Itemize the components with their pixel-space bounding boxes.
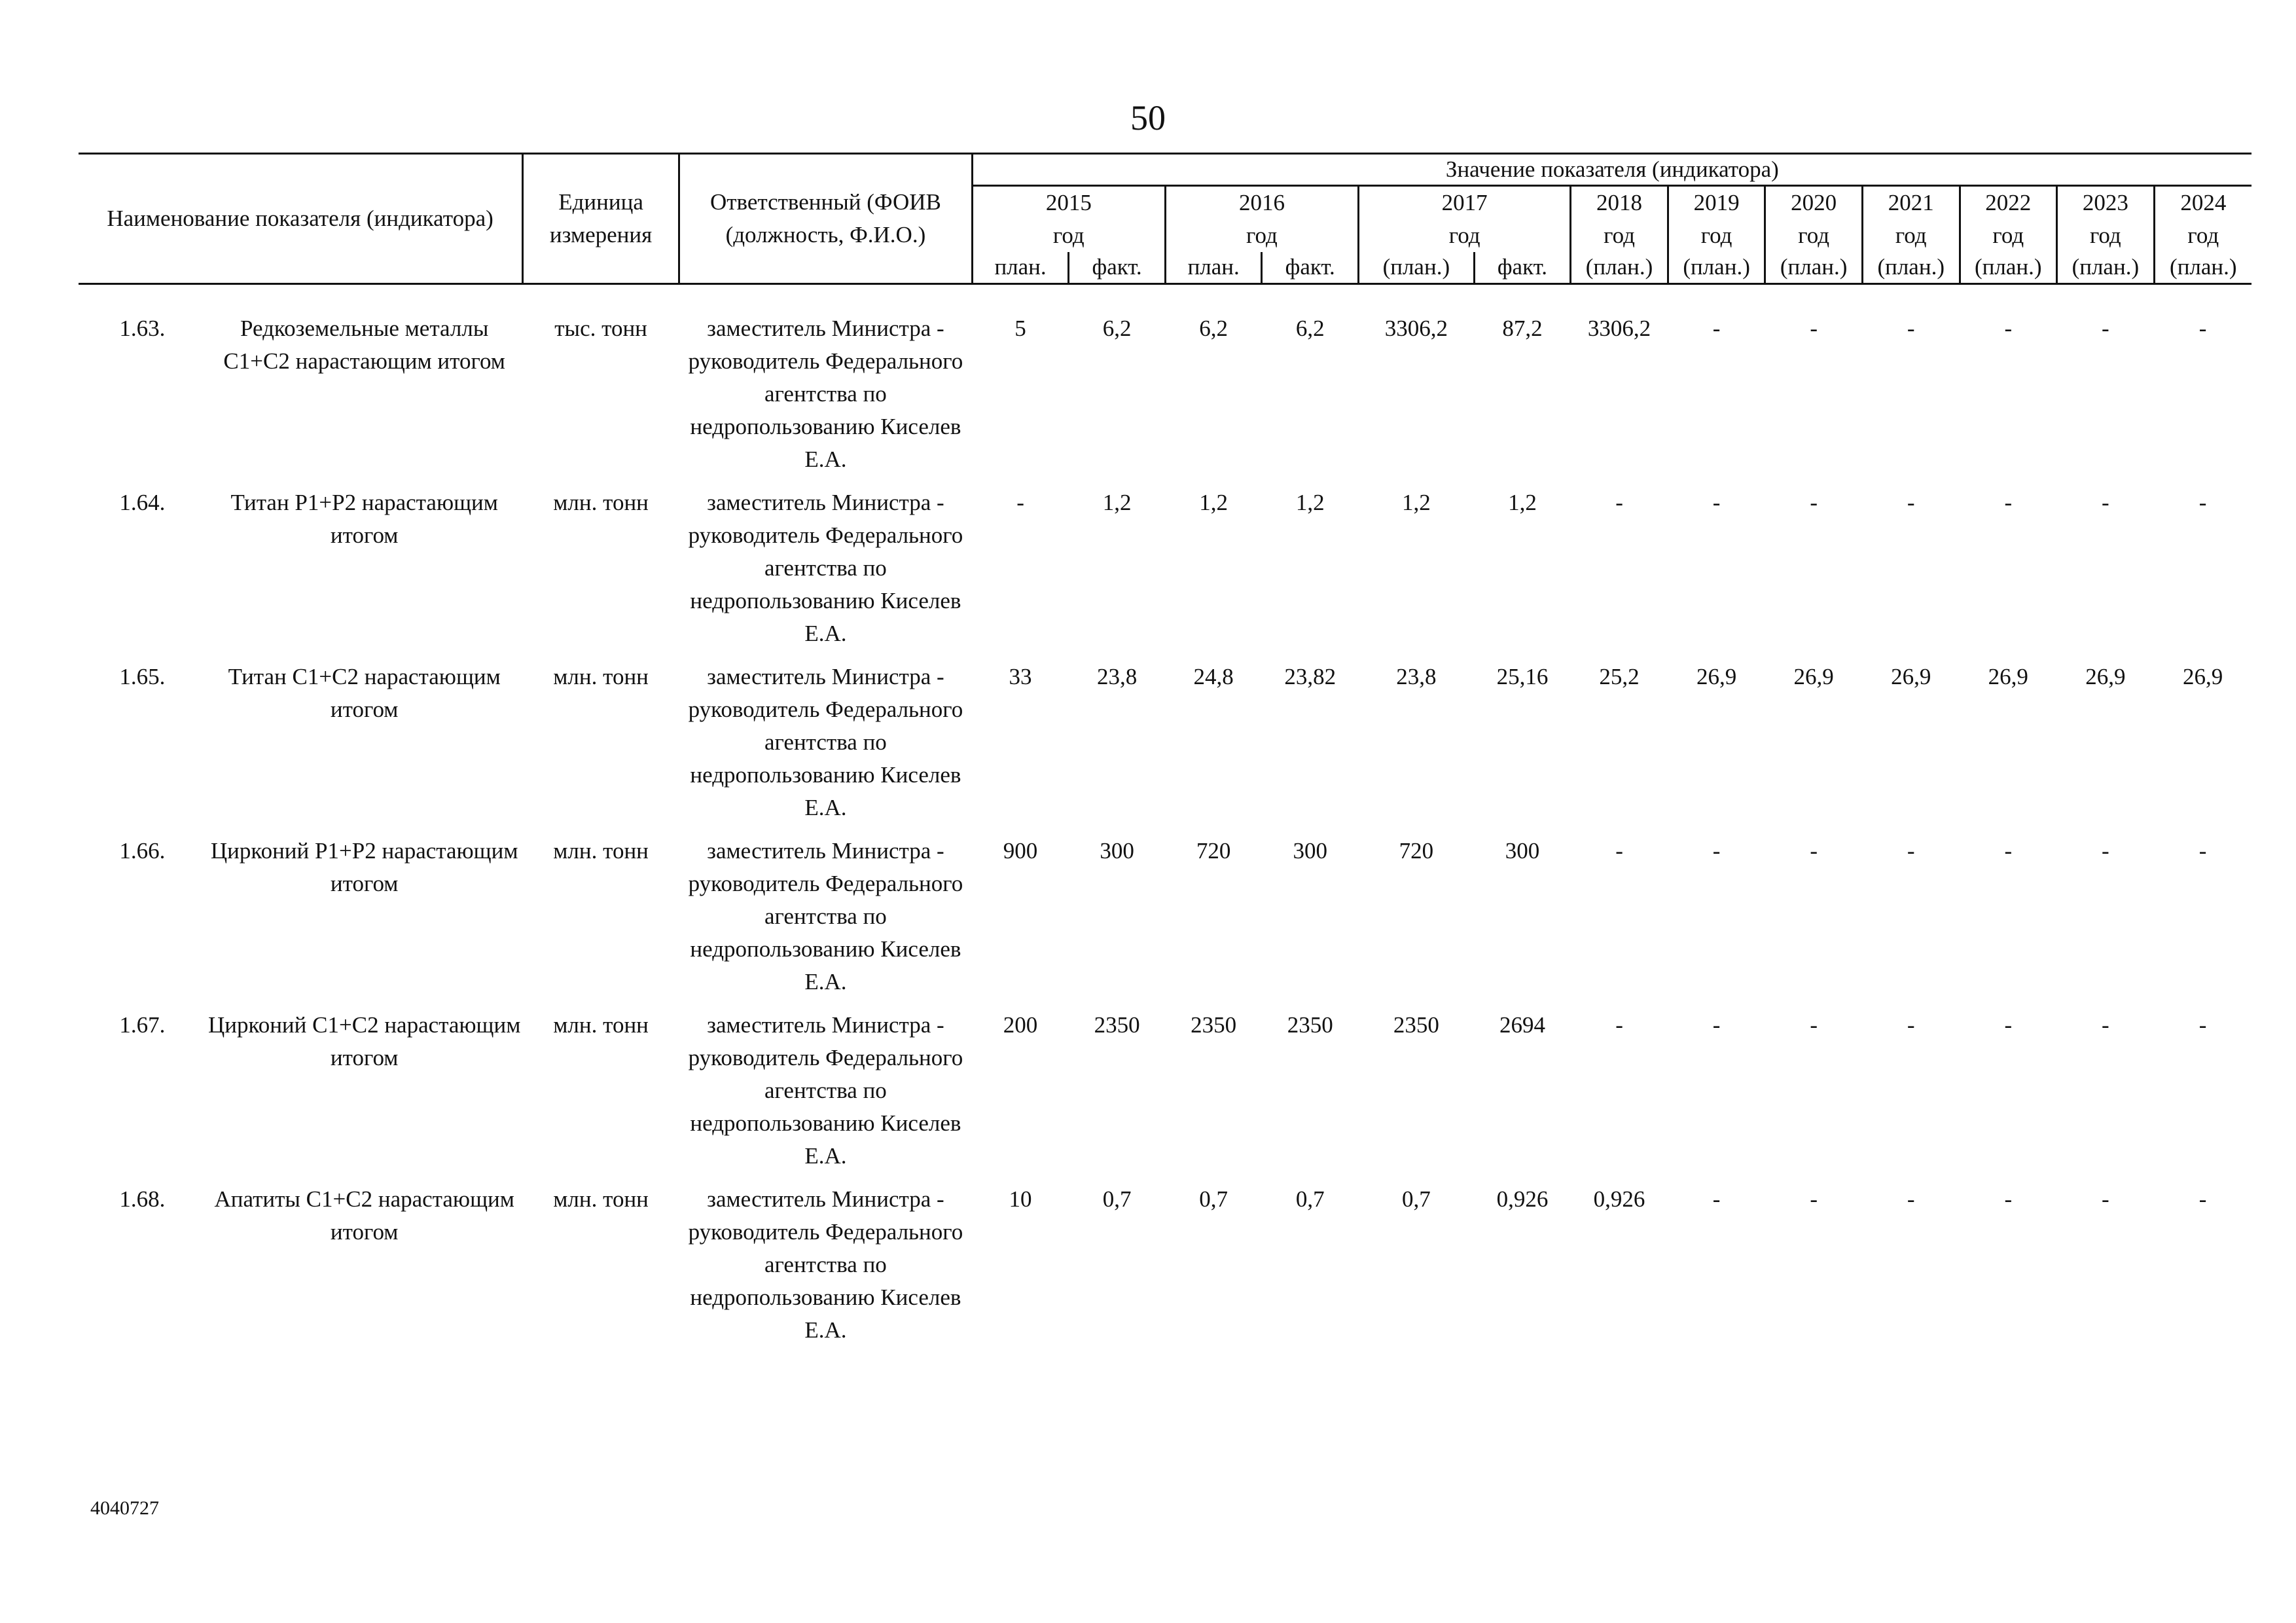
header-subcol: (план.): [1571, 252, 1668, 283]
value-cell: 25,16: [1496, 663, 1549, 689]
value-cell: 2350: [1287, 1012, 1333, 1038]
header-indicator-name: Наименование показателя (индикатора): [79, 154, 523, 284]
header-subcol: (план.): [1960, 252, 2057, 283]
value-cell: -: [2004, 837, 2013, 864]
indicator-name: Апатиты С1+С2 нарастающим итогом: [214, 1186, 514, 1245]
value-cell: -: [1810, 837, 1818, 864]
header-year-label: 2018: [1596, 190, 1643, 215]
value-cell: 1,2: [1401, 489, 1431, 515]
value-cell: 300: [1293, 837, 1327, 864]
responsible-cell: заместитель Министра - руководитель Федерального агентства по недропользованию Киселев Е.А.: [688, 837, 963, 994]
value-cell: 23,82: [1284, 663, 1336, 689]
table-body: [79, 283, 2251, 1357]
indicator-name: Титан С1+С2 нарастающим итогом: [228, 663, 501, 722]
value-cell: 6,2: [1199, 315, 1229, 341]
value-cell: -: [1615, 837, 1623, 864]
value-cell: 5: [1014, 315, 1026, 341]
value-cell: -: [1907, 315, 1915, 341]
indicator-name: Цирконий Р1+Р2 нарастающим итогом: [210, 837, 518, 896]
header-year: [1960, 186, 2057, 253]
value-cell: 2694: [1499, 1012, 1545, 1038]
header-year-sublabel: год: [1895, 223, 1927, 248]
header-year-label: 2017: [1441, 190, 1488, 215]
value-cell: -: [2004, 1012, 2013, 1038]
value-cell: 300: [1505, 837, 1540, 864]
value-cell: 26,9: [1793, 663, 1834, 689]
value-cell: 26,9: [1988, 663, 2028, 689]
header-year: [1765, 186, 1863, 253]
header-subcol: (план.): [1668, 252, 1765, 283]
unit-cell: млн. тонн: [553, 837, 649, 864]
value-cell: -: [1810, 489, 1818, 515]
value-cell: -: [1907, 1186, 1915, 1212]
value-cell: -: [2198, 1012, 2207, 1038]
value-cell: 23,8: [1096, 663, 1138, 689]
value-cell: 0,7: [1295, 1186, 1325, 1212]
header-year-sublabel: год: [1052, 223, 1085, 248]
value-cell: 720: [1399, 837, 1434, 864]
table-row: [79, 486, 2251, 661]
unit-cell: млн. тонн: [553, 489, 649, 515]
indicators-table: [79, 153, 2251, 1357]
responsible-cell: заместитель Министра - руководитель Федерального агентства по недропользованию Киселев Е.А.: [688, 489, 963, 646]
value-cell: 25,2: [1599, 663, 1640, 689]
value-cell: -: [2102, 315, 2109, 341]
value-cell: -: [2198, 1186, 2207, 1212]
row-number: 1.66.: [119, 837, 166, 864]
row-number: 1.65.: [119, 663, 166, 689]
value-cell: -: [1615, 489, 1623, 515]
header-year: [2057, 186, 2155, 253]
header-year-label: 2021: [1888, 190, 1934, 215]
header-year-label: 2020: [1791, 190, 1837, 215]
value-cell: 3306,2: [1384, 315, 1448, 341]
value-cell: -: [1712, 489, 1721, 515]
header-year-sublabel: год: [2187, 223, 2219, 248]
header-year-sublabel: год: [1604, 223, 1635, 248]
value-cell: 200: [1003, 1012, 1038, 1038]
responsible-cell: заместитель Министра - руководитель Федерального агентства по недропользованию Киселев Е.А.: [688, 663, 963, 820]
value-cell: -: [1712, 1186, 1721, 1212]
value-cell: 1,2: [1102, 489, 1132, 515]
header-year-sublabel: год: [1246, 223, 1278, 248]
page-number: 50: [1130, 98, 1166, 137]
header-year-sublabel: год: [1992, 223, 2024, 248]
value-cell: 0,7: [1199, 1186, 1229, 1212]
indicator-name: Цирконий С1+С2 нарастающим итогом: [207, 1012, 521, 1070]
header-year: [1571, 186, 1668, 253]
header-year: [972, 186, 1165, 253]
header-year: [1668, 186, 1765, 253]
table-header: [79, 154, 2251, 284]
table-row: [79, 1183, 2251, 1357]
value-cell: -: [2102, 1012, 2109, 1038]
header-subcol: факт.: [1069, 252, 1166, 283]
header-year: [1862, 186, 1960, 253]
value-cell: -: [2004, 489, 2013, 515]
value-cell: -: [1016, 489, 1024, 515]
value-cell: 26,9: [1696, 663, 1737, 689]
unit-cell: млн. тонн: [553, 1186, 649, 1212]
value-cell: 24,8: [1193, 663, 1234, 689]
value-cell: -: [2198, 837, 2207, 864]
value-cell: -: [2102, 1186, 2109, 1212]
row-number: 1.67.: [119, 1012, 166, 1038]
header-subcol: план.: [972, 252, 1069, 283]
header-subcol: (план.): [1862, 252, 1960, 283]
value-cell: 26,9: [2085, 663, 2126, 689]
value-cell: -: [1615, 1012, 1623, 1038]
table-row: [79, 661, 2251, 835]
value-cell: 3306,2: [1587, 315, 1651, 341]
value-cell: -: [2102, 489, 2109, 515]
row-number: 1.68.: [119, 1186, 166, 1212]
header-subcol: (план.): [1765, 252, 1863, 283]
header-year-label: 2015: [1045, 190, 1092, 215]
value-cell: 300: [1100, 837, 1134, 864]
value-cell: -: [1907, 1012, 1915, 1038]
header-year-label: 2022: [1985, 190, 2032, 215]
value-cell: 2350: [1191, 1012, 1237, 1038]
header-year-sublabel: год: [1798, 223, 1830, 248]
header-year: [2154, 186, 2251, 253]
value-cell: -: [2198, 489, 2207, 515]
value-cell: -: [2102, 837, 2109, 864]
value-cell: 0,7: [1401, 1186, 1431, 1212]
value-cell: -: [1810, 1012, 1818, 1038]
value-cell: 1,2: [1199, 489, 1229, 515]
value-cell: -: [1810, 315, 1818, 341]
row-number: 1.63.: [119, 315, 166, 341]
header-subcol: (план.): [2154, 252, 2251, 283]
header-year: [1359, 186, 1571, 253]
value-cell: -: [1907, 837, 1915, 864]
value-cell: 2350: [1393, 1012, 1439, 1038]
unit-cell: млн. тонн: [553, 1012, 649, 1038]
value-cell: 0,926: [1496, 1186, 1549, 1212]
value-cell: 6,2: [1295, 315, 1325, 341]
header-year-sublabel: год: [1700, 223, 1732, 248]
value-cell: 1,2: [1508, 489, 1537, 515]
header-year-sublabel: год: [2089, 223, 2121, 248]
value-cell: 87,2: [1502, 315, 1543, 341]
value-cell: 2350: [1094, 1012, 1140, 1038]
value-cell: 900: [1003, 837, 1038, 864]
header-subcol: план.: [1165, 252, 1262, 283]
header-year: [1165, 186, 1358, 253]
header-subcol: факт.: [1474, 252, 1571, 283]
value-cell: -: [2004, 1186, 2013, 1212]
value-cell: -: [1712, 1012, 1721, 1038]
table-row: [79, 1009, 2251, 1183]
header-year-sublabel: год: [1448, 223, 1480, 248]
header-subcol: (план.): [2057, 252, 2155, 283]
responsible-cell: заместитель Министра - руководитель Федерального агентства по недропользованию Киселев Е.А.: [688, 1186, 963, 1343]
header-responsible: Ответственный (ФОИВ (должность, Ф.И.О.): [679, 154, 973, 284]
responsible-cell: заместитель Министра - руководитель Федерального агентства по недропользованию Киселев Е.А.: [688, 315, 963, 472]
value-cell: 0,7: [1102, 1186, 1132, 1212]
header-unit: Единица измерения: [523, 154, 679, 284]
indicator-name: Редкоземельные металлы С1+С2 нарастающим итогом: [223, 315, 505, 374]
unit-cell: тыс. тонн: [554, 315, 647, 341]
indicator-name: Титан Р1+Р2 нарастающим итогом: [230, 489, 498, 548]
header-subcol: (план.): [1359, 252, 1475, 283]
value-cell: -: [2198, 315, 2207, 341]
value-cell: 0,926: [1593, 1186, 1645, 1212]
value-cell: 10: [1009, 1186, 1032, 1212]
responsible-cell: заместитель Министра - руководитель Федерального агентства по недропользованию Киселев Е.А.: [688, 1012, 963, 1169]
table-row: [79, 312, 2251, 486]
value-cell: 33: [1009, 663, 1032, 689]
header-year-label: 2023: [2082, 190, 2128, 215]
header-subcol: факт.: [1262, 252, 1359, 283]
value-cell: 26,9: [1891, 663, 1931, 689]
value-cell: 26,9: [2182, 663, 2223, 689]
value-cell: 1,2: [1295, 489, 1325, 515]
document-id: 4040727: [90, 1497, 159, 1519]
value-cell: 23,8: [1396, 663, 1437, 689]
row-number: 1.64.: [119, 489, 166, 515]
header-year-label: 2019: [1693, 190, 1740, 215]
table-row: [79, 835, 2251, 1009]
header-year-label: 2024: [2180, 190, 2227, 215]
header-year-label: 2016: [1238, 190, 1285, 215]
value-cell: 6,2: [1102, 315, 1132, 341]
value-cell: -: [1907, 489, 1915, 515]
value-cell: -: [1810, 1186, 1818, 1212]
value-cell: -: [2004, 315, 2013, 341]
value-cell: -: [1712, 837, 1721, 864]
value-cell: 720: [1196, 837, 1231, 864]
unit-cell: млн. тонн: [553, 663, 649, 689]
value-cell: -: [1712, 315, 1721, 341]
header-value-group: Значение показателя (индикатора): [972, 154, 2251, 186]
